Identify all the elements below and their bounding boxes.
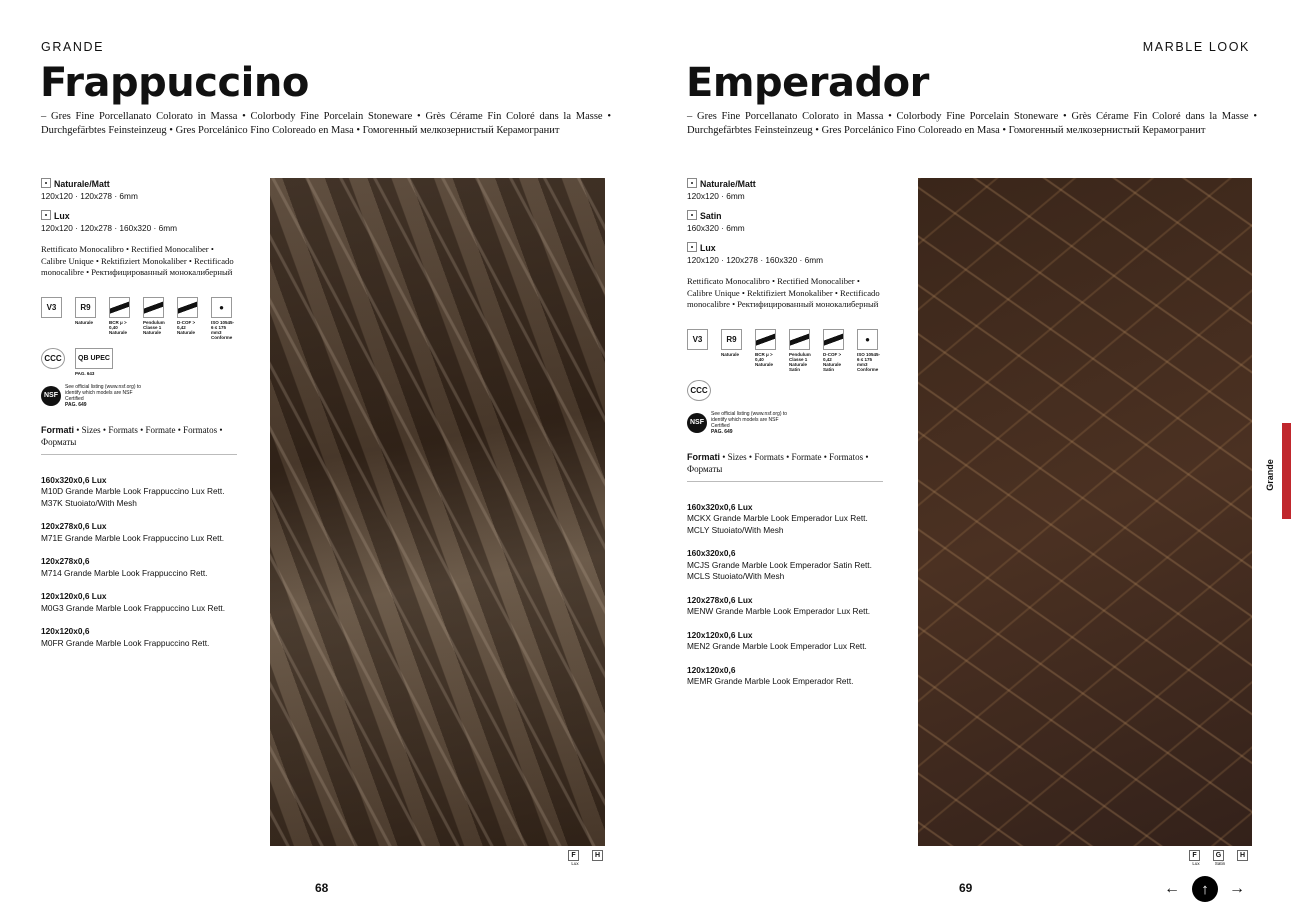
finish-mark: [592, 850, 606, 866]
cert-badge: [75, 348, 110, 376]
finish-name: Naturale/Matt: [54, 179, 110, 189]
product-info-right: [687, 178, 883, 700]
cert-text: Naturale: [75, 319, 94, 325]
size-code: M10D Grande Marble Look Frappuccino Lux Rett.: [41, 486, 225, 496]
arrow-right-icon[interactable]: →: [1229, 880, 1245, 897]
page-number: 68: [315, 881, 329, 895]
arrow-up-icon[interactable]: ↑: [1192, 876, 1218, 902]
cert-badge: [789, 329, 813, 372]
subtitle: – Gres Fine Porcellanato Colorato in Massa • Colorbody Fine Porcelain Stoneware • Grès Cérame Fin Coloré dans la Masse • Durchgefärbtes Feinsteinzeug • Gres Porcelánico Fino Coloreado en Masa • Гомогенный мелкозернистый Керамогранит: [41, 111, 611, 136]
cert-badge: [41, 348, 65, 376]
cert-badge: [143, 297, 167, 340]
finish-icon: [687, 210, 697, 220]
cert-text: Naturale: [721, 351, 740, 357]
size-item: [687, 548, 883, 583]
cert-badge: [823, 329, 847, 372]
finish-mark-letter: G: [1213, 850, 1224, 861]
finish-name: Satin: [700, 211, 722, 221]
finish-mark-letter: H: [1237, 850, 1248, 861]
size-item: [41, 475, 237, 510]
size-code: M0FR Grande Marble Look Frappuccino Rett.: [41, 637, 210, 648]
size-heading: 120x120x0,6: [41, 626, 90, 636]
size-heading: 120x278x0,6 Lux: [41, 521, 107, 531]
cert-text: ISO 10545-6 ≤ 175 mm3 Conforme: [211, 319, 235, 340]
finish-name: Lux: [54, 211, 70, 221]
finish-marks: [1189, 850, 1251, 866]
finish-mark-caption: Lux: [1192, 861, 1200, 866]
size-code: MCLY Stuoiato/With Mesh: [687, 524, 784, 535]
cert-icon: QB UPEC: [75, 348, 113, 369]
finish-mark: [568, 850, 582, 866]
formats-translations: • Sizes • Formats • Formate • Formatos • Форматы: [41, 424, 223, 447]
side-tab-label: Grande: [1265, 459, 1275, 491]
subtitle: – Gres Fine Porcellanato Colorato in Massa • Colorbody Fine Porcelain Stoneware • Grès Cérame Fin Coloré dans la Masse • Durchgefärbtes Feinsteinzeug • Gres Porcelánico Fino Coloreado en Masa • Гомогенный мелкозернистый Керамогранит: [687, 111, 1257, 136]
size-item: [41, 556, 237, 579]
tile-image-frappuccino: [270, 178, 605, 846]
size-heading: 160x320x0,6 Lux: [687, 501, 753, 512]
finish-item: [41, 178, 237, 202]
nsf-listing: [687, 411, 883, 435]
finish-icon: [41, 178, 51, 188]
size-heading: 120x120x0,6 Lux: [687, 629, 753, 640]
size-heading: 160x320x0,6 Lux: [41, 474, 107, 485]
product-info-left: [41, 178, 237, 661]
size-heading: 120x120x0,6 Lux: [41, 591, 107, 601]
finish-icon: [687, 178, 697, 188]
formats-label: Formati: [41, 424, 75, 435]
size-code: MCKX Grande Marble Look Emperador Lux Rett.: [687, 513, 868, 523]
size-code: M714 Grande Marble Look Frappuccino Rett.: [41, 567, 208, 578]
certifications: [41, 297, 237, 376]
finish-mark: [1213, 850, 1227, 866]
nsf-text: See official listing (www.nsf.org) to identify which models are NSF Certified: [65, 383, 142, 402]
cert-icon: [177, 297, 198, 318]
nsf-logo-icon: NSF: [41, 386, 61, 406]
cert-text: PAG. 643: [75, 370, 95, 376]
section-label: MARBLE LOOK: [1142, 40, 1250, 54]
sizes-list: [687, 502, 883, 688]
cert-badge: [755, 329, 779, 372]
cert-badge: [857, 329, 881, 372]
section-label: GRANDE: [41, 40, 105, 54]
side-tab[interactable]: [1282, 423, 1291, 519]
size-item: [687, 630, 883, 653]
cert-icon: R9: [75, 297, 96, 318]
cert-text: BCR μ > 0,40 Naturale: [755, 351, 774, 367]
cert-icon: V3: [687, 329, 708, 350]
size-heading: 120x278x0,6: [41, 556, 90, 566]
cert-icon: R9: [721, 329, 742, 350]
rectified-note: Rettificato Monocalibro • Rectified Monocaliber • Calibre Unique • Rektifiziert Monokaliber • Rectificado monocalibre • Ректифицированный монокалиберный: [687, 276, 880, 309]
certifications: [687, 329, 883, 403]
finish-mark-letter: F: [1189, 850, 1200, 861]
size-item: [687, 502, 883, 537]
cert-badge: [687, 329, 711, 372]
finish-mark: [1237, 850, 1251, 866]
formats-heading: [687, 451, 883, 482]
cert-icon: CCC: [687, 380, 711, 401]
cert-text: Pendulum Classe 1 Naturale Satin: [789, 351, 811, 372]
size-heading: 160x320x0,6: [687, 548, 736, 558]
finish-item: [687, 242, 883, 266]
finish-mark: [1189, 850, 1203, 866]
cert-icon: [109, 297, 130, 318]
nsf-page: PAG. 649: [65, 401, 87, 408]
size-item: [687, 665, 883, 688]
size-item: [687, 595, 883, 618]
finish-sizes: 120x120 · 120x278 · 160x320 · 6mm: [41, 222, 178, 233]
sizes-list: [41, 475, 237, 650]
tile-image-emperador: [918, 178, 1252, 846]
cert-text: Pendulum Classe 1 Naturale: [143, 319, 165, 335]
size-code: M37K Stuoiato/With Mesh: [41, 497, 137, 508]
cert-icon: [823, 329, 844, 350]
cert-badge: [75, 297, 99, 340]
finish-sizes: 160x320 · 6mm: [687, 222, 745, 233]
size-code: M71E Grande Marble Look Frappuccino Lux Rett.: [41, 532, 225, 543]
cert-icon: ●: [857, 329, 878, 350]
finish-mark-caption: Satin: [1214, 861, 1226, 866]
formats-label: Formati: [687, 451, 721, 462]
size-code: M0G3 Grande Marble Look Frappuccino Lux Rett.: [41, 602, 226, 613]
finish-item: [687, 210, 883, 234]
page-title: Emperador: [686, 60, 929, 106]
finish-name: Lux: [700, 243, 716, 253]
cert-icon: CCC: [41, 348, 65, 369]
size-code: MCLS Stuoiato/With Mesh: [687, 571, 785, 581]
cert-badge: [687, 380, 711, 403]
finish-sizes: 120x120 · 6mm: [687, 190, 745, 201]
cert-badge: [41, 297, 65, 340]
finish-marks: [568, 850, 606, 866]
cert-badge: [177, 297, 201, 340]
cert-text: ISO 10545-6 ≤ 175 mm3 Conforme: [857, 351, 881, 372]
rectified-note: Rettificato Monocalibro • Rectified Monocaliber • Calibre Unique • Rektifiziert Monokaliber • Rectificado monocalibre • Ректифицированный монокалиберный: [41, 244, 234, 277]
formats-heading: [41, 424, 237, 455]
size-item: [41, 591, 237, 614]
cert-badge: [721, 329, 745, 372]
finish-icon: [41, 210, 51, 220]
size-code: MCJS Grande Marble Look Emperador Satin Rett.: [687, 559, 872, 570]
finish-mark-letter: H: [592, 850, 603, 861]
cert-icon: [789, 329, 810, 350]
nsf-listing: [41, 384, 237, 408]
finish-name: Naturale/Matt: [700, 179, 756, 189]
finish-item: [687, 178, 883, 202]
nsf-text: See official listing (www.nsf.org) to identify which models are NSF Certified: [711, 410, 788, 429]
finish-sizes: 120x120 · 120x278 · 6mm: [41, 190, 138, 201]
finish-item: [41, 210, 237, 234]
size-code: MEMR Grande Marble Look Emperador Rett.: [687, 676, 854, 686]
finish-sizes: 120x120 · 120x278 · 160x320 · 6mm: [687, 254, 824, 265]
cert-badge: [109, 297, 133, 340]
cert-badge: [211, 297, 235, 340]
formats-translations: • Sizes • Formats • Formate • Formatos • Форматы: [687, 451, 869, 474]
nsf-logo-icon: NSF: [687, 413, 707, 433]
cert-text: D-COF > 0,42 Naturale: [177, 319, 196, 335]
size-item: [41, 521, 237, 544]
page-title: Frappuccino: [40, 60, 309, 106]
size-heading: 120x120x0,6: [687, 664, 736, 675]
size-code: MEN2 Grande Marble Look Emperador Lux Rett.: [687, 641, 867, 651]
nsf-page: PAG. 649: [711, 428, 733, 435]
finish-mark-letter: F: [568, 850, 579, 861]
cert-icon: [755, 329, 776, 350]
finish-icon: [687, 242, 697, 252]
size-code: MENW Grande Marble Look Emperador Lux Rett.: [687, 606, 871, 616]
size-heading: 120x278x0,6 Lux: [687, 594, 753, 605]
cert-text: D-COF > 0,42 Naturale Satin: [823, 351, 842, 372]
cert-text: BCR μ > 0,40 Naturale: [109, 319, 128, 335]
size-item: [41, 626, 237, 649]
arrow-left-icon[interactable]: ←: [1164, 880, 1180, 897]
cert-icon: ●: [211, 297, 232, 318]
finish-mark-caption: Lux: [571, 861, 579, 866]
cert-icon: V3: [41, 297, 62, 318]
cert-icon: [143, 297, 164, 318]
page-number: 69: [959, 881, 973, 895]
